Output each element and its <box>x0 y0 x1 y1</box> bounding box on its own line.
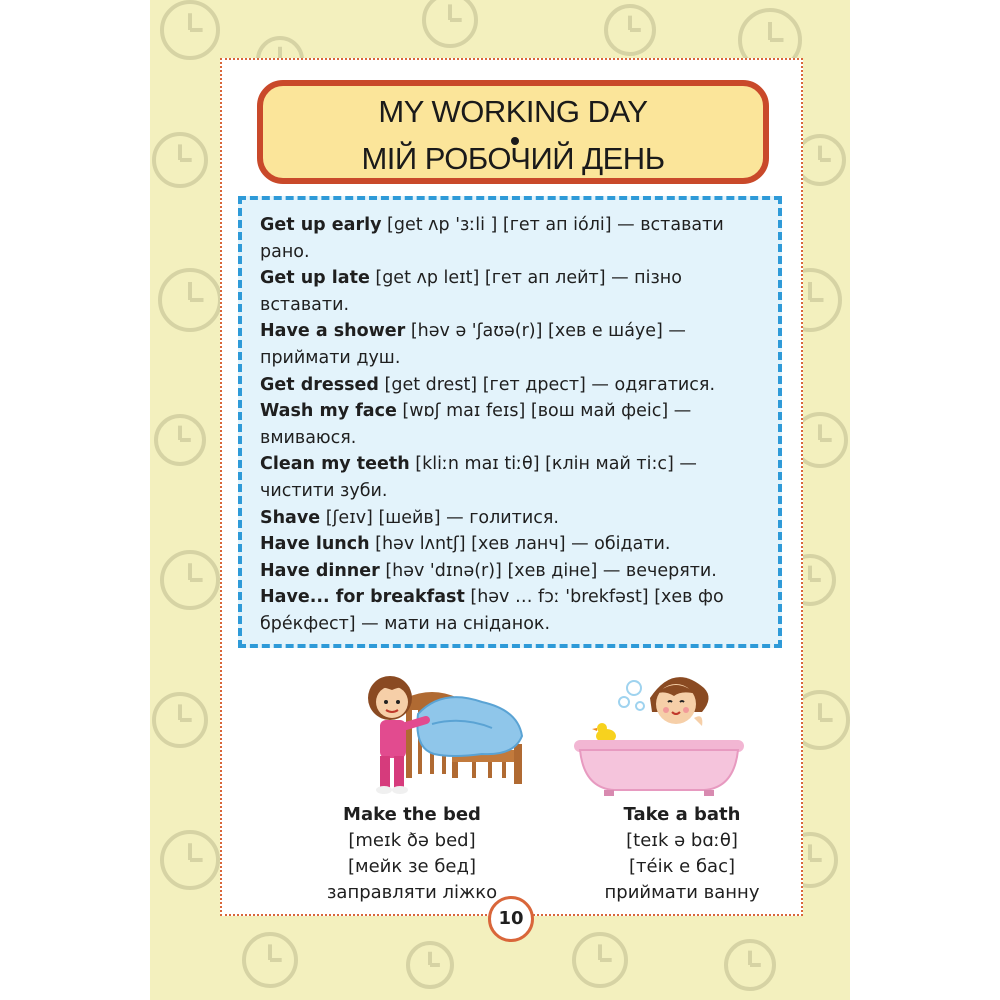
caption-transcription: [teɪk ə bɑːθ] <box>626 830 738 851</box>
vocab-definition: [həv … fɔː 'brekfəst] [хев фо брéкфест] — мати на сніданок. <box>260 587 724 634</box>
caption-translation: заправляти ліжко <box>326 882 498 903</box>
caption-pronunciation: [тéік е бас] <box>628 856 736 877</box>
vocab-definition: [kliːn maɪ tiːθ] [клін май ті:с] — чистити зуби. <box>260 454 697 501</box>
caption-pronunciation: [мейк зе бед] <box>348 856 476 877</box>
vocab-entry <box>260 372 768 399</box>
title-banner <box>257 80 769 184</box>
caption-term: Make the bed <box>343 804 481 825</box>
vocab-term: Have... for breakfast <box>260 587 465 608</box>
vocab-entry <box>260 318 768 371</box>
girl-making-bed-illustration <box>322 658 532 798</box>
book-page <box>150 0 850 1000</box>
vocab-term: Get dressed <box>260 374 379 395</box>
content-card <box>220 58 803 929</box>
vocab-entry <box>260 212 768 265</box>
vocab-definition: [get ʌp 'ɜːli ] [гет ап іóлі] — вставати рано. <box>260 215 724 262</box>
vocab-entry <box>260 505 768 532</box>
vocabulary-box <box>238 196 782 648</box>
caption-transcription: [meɪk ðə bed] <box>348 830 476 851</box>
vocab-definition: [get ʌp leɪt] [гет ап лейт] — пізно вставати. <box>260 268 682 315</box>
vocab-definition: [həv lʌntʃ] [хев ланч] — обідати. <box>369 534 671 555</box>
caption-make-the-bed <box>302 802 522 906</box>
caption-take-a-bath <box>582 802 782 906</box>
vocab-term: Clean my teeth <box>260 454 410 475</box>
title-ukrainian: МІЙ РОБОЧИЙ ДЕНЬ <box>361 141 665 176</box>
vocab-term: Have a shower <box>260 321 406 342</box>
vocab-definition: [wɒʃ maɪ feɪs] [вош май феіс] — вмиваюся. <box>260 401 692 448</box>
vocab-term: Get up early <box>260 215 382 235</box>
vocab-definition: [həv 'dɪnə(r)] [хев діне] — вечеряти. <box>379 560 717 581</box>
vocab-definition: [get drest] [гет дрест] — одягатися. <box>378 374 716 395</box>
vocab-entry <box>260 398 768 451</box>
page-number: 10 <box>488 896 534 942</box>
vocab-entry <box>260 531 768 558</box>
vocab-term: Get up late <box>260 268 370 289</box>
vocab-entry <box>260 265 768 318</box>
vocab-term: Wash my face <box>260 401 397 422</box>
vocab-definition: [həv ə 'ʃaʊə(r)] [хев е шáуе] — приймати душ. <box>260 321 686 368</box>
title-english: MY WORKING DAY <box>378 94 648 129</box>
caption-term: Take a bath <box>623 804 741 825</box>
vocab-term: Have lunch <box>260 534 370 555</box>
vocab-definition: [ʃeɪv] [шейв] — голитися. <box>320 507 559 528</box>
vocab-entry <box>260 584 768 637</box>
vocab-entry <box>260 558 768 585</box>
girl-in-bathtub-illustration <box>574 658 744 798</box>
caption-translation: приймати ванну <box>604 882 760 903</box>
vocab-term: Have dinner <box>260 560 380 581</box>
vocab-term: Shave <box>260 507 321 528</box>
vocab-entry <box>260 451 768 504</box>
